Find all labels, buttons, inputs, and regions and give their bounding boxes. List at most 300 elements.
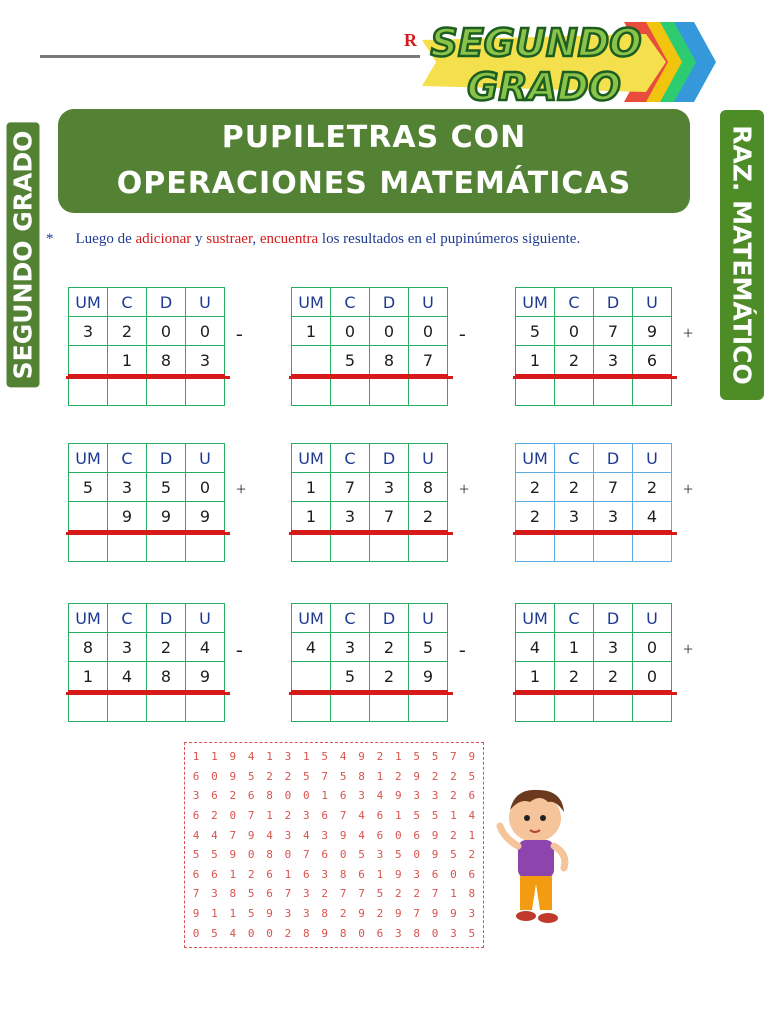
puzzle-digit[interactable]: 5 (211, 848, 218, 862)
answer-cell[interactable] (292, 376, 331, 406)
puzzle-digit[interactable]: 5 (468, 769, 476, 783)
digit-cell: 2 (108, 317, 147, 346)
answer-cell[interactable] (186, 692, 225, 722)
puzzle-row (189, 747, 479, 767)
digit-cell: 5 (69, 473, 108, 502)
answer-cell[interactable] (147, 376, 186, 406)
column-header: U (633, 604, 672, 633)
puzzle-digit[interactable]: 0 (339, 848, 347, 862)
title-line1: PUPILETRAS CON (221, 120, 527, 155)
puzzle-digit[interactable]: 2 (284, 769, 292, 783)
column-header: U (186, 288, 225, 317)
instruction-text-4: los resultados en el pupinúmeros siguiente. (318, 231, 581, 247)
column-header: C (108, 604, 147, 633)
puzzle-digit[interactable]: 6 (266, 867, 273, 881)
instruction-word-adicionar: adicionar (135, 231, 192, 247)
column-header: C (555, 288, 594, 317)
puzzle-digit[interactable]: 2 (450, 769, 457, 783)
operation-grid (515, 287, 672, 406)
puzzle-digit[interactable]: 7 (247, 809, 255, 823)
puzzle-digit[interactable]: 5 (247, 887, 255, 901)
column-header: D (370, 444, 409, 473)
digit-cell: 3 (331, 633, 370, 662)
puzzle-digit[interactable]: 4 (358, 809, 365, 823)
puzzle-digit[interactable]: 5 (211, 926, 218, 940)
column-header: C (108, 444, 147, 473)
puzzle-digit[interactable]: 4 (229, 926, 237, 940)
puzzle-digit[interactable]: 6 (303, 867, 310, 881)
digit-cell: 1 (516, 346, 555, 376)
puzzle-digit[interactable]: 2 (468, 848, 476, 862)
answer-cell[interactable] (409, 376, 448, 406)
column-header: U (409, 604, 448, 633)
digit-cell: 1 (555, 633, 594, 662)
answer-cell[interactable] (69, 532, 108, 562)
puzzle-digit[interactable]: 8 (413, 926, 420, 940)
digit-cell: 2 (633, 473, 672, 502)
puzzle-digit[interactable]: 4 (339, 750, 347, 764)
puzzle-digit[interactable]: 2 (284, 809, 292, 823)
puzzle-digit[interactable]: 7 (450, 750, 457, 764)
puzzle-digit[interactable]: 3 (321, 867, 329, 881)
column-header: UM (516, 288, 555, 317)
puzzle-digit[interactable]: 2 (284, 926, 292, 940)
puzzle-digit[interactable]: 2 (321, 887, 329, 901)
digit-cell: 9 (108, 502, 147, 532)
operation-grid (291, 443, 448, 562)
puzzle-digit[interactable]: 5 (339, 769, 347, 783)
column-header: UM (69, 288, 108, 317)
puzzle-digit[interactable]: 1 (266, 809, 273, 823)
digit-cell: 1 (292, 473, 331, 502)
puzzle-row (189, 845, 479, 865)
puzzle-digit[interactable]: 8 (358, 769, 365, 783)
puzzle-digit[interactable]: 1 (468, 828, 476, 842)
puzzle-digit[interactable]: 2 (450, 828, 457, 842)
puzzle-digit[interactable]: 5 (413, 750, 420, 764)
digit-cell: 4 (292, 633, 331, 662)
operation-result-line (289, 692, 453, 695)
puzzle-row (189, 786, 479, 806)
digit-cell: 3 (594, 346, 633, 376)
puzzle-digit[interactable]: 3 (394, 926, 402, 940)
puzzle-digit[interactable]: 5 (247, 769, 255, 783)
operation-grid (68, 603, 225, 722)
puzzle-digit[interactable]: 6 (192, 867, 200, 881)
answer-cell[interactable] (108, 376, 147, 406)
puzzle-digit[interactable]: 1 (394, 809, 402, 823)
title-line2: OPERACIONES MATEMÁTICAS (116, 166, 632, 201)
puzzle-digit[interactable]: 9 (431, 828, 439, 842)
puzzle-digit[interactable]: 7 (284, 887, 292, 901)
puzzle-digit[interactable]: 9 (229, 750, 237, 764)
puzzle-digit[interactable]: 4 (303, 828, 310, 842)
answer-cell[interactable] (409, 532, 448, 562)
digit-cell: 7 (594, 317, 633, 346)
instruction-text-1: Luego de (75, 231, 136, 247)
answer-cell[interactable] (555, 692, 594, 722)
answer-cell[interactable] (516, 376, 555, 406)
puzzle-digit[interactable]: 9 (229, 769, 237, 783)
puzzle-digit[interactable]: 9 (468, 750, 476, 764)
digit-cell: 4 (186, 633, 225, 662)
digit-cell: 0 (555, 317, 594, 346)
puzzle-digit[interactable]: 1 (229, 907, 237, 921)
answer-cell[interactable] (594, 532, 633, 562)
answer-cell[interactable] (516, 532, 555, 562)
logo-line1: SEGUNDO (430, 21, 642, 65)
puzzle-digit[interactable]: 7 (321, 769, 329, 783)
digit-cell: 2 (555, 473, 594, 502)
answer-cell[interactable] (633, 376, 672, 406)
puzzle-digit[interactable]: 6 (339, 789, 347, 803)
puzzle-digit[interactable]: 6 (358, 867, 365, 881)
digit-cell: 0 (331, 317, 370, 346)
puzzle-digit[interactable]: 4 (358, 828, 365, 842)
digit-cell: 6 (633, 346, 672, 376)
puzzle-digit[interactable]: 9 (431, 848, 439, 862)
puzzle-digit[interactable]: 7 (192, 887, 200, 901)
side-label-left: SEGUNDO GRADO (7, 123, 40, 388)
puzzle-digit[interactable]: 6 (431, 867, 439, 881)
instruction-text-3: , (252, 231, 260, 247)
puzzle-digit[interactable]: 2 (394, 769, 402, 783)
digit-cell (292, 346, 331, 376)
puzzle-digit[interactable]: 6 (321, 809, 329, 823)
puzzle-digit[interactable]: 2 (413, 887, 420, 901)
puzzle-digit[interactable]: 8 (266, 789, 273, 803)
answer-cell[interactable] (186, 376, 225, 406)
puzzle-digit[interactable]: 5 (450, 848, 457, 862)
header-rule (40, 55, 420, 58)
puzzle-digit[interactable]: 5 (247, 907, 255, 921)
puzzle-digit[interactable]: 8 (339, 867, 347, 881)
puzzle-digit[interactable]: 6 (376, 809, 384, 823)
puzzle-digit[interactable]: 3 (303, 887, 310, 901)
puzzle-digit[interactable]: 9 (247, 828, 255, 842)
puzzle-digit[interactable]: 7 (413, 907, 420, 921)
puzzle-digit[interactable]: 8 (321, 907, 329, 921)
column-header: U (186, 444, 225, 473)
puzzle-digit[interactable]: 0 (247, 848, 255, 862)
puzzle-digit[interactable]: 6 (266, 887, 273, 901)
puzzle-digit[interactable]: 9 (394, 907, 402, 921)
side-label-right: RAZ. MATEMÁTICO (727, 125, 757, 385)
digit-cell: 8 (370, 346, 409, 376)
puzzle-digit[interactable]: 1 (321, 789, 329, 803)
answer-cell[interactable] (292, 532, 331, 562)
digit-cell: 2 (516, 502, 555, 532)
digit-cell: 5 (331, 346, 370, 376)
answer-cell[interactable] (69, 692, 108, 722)
instruction-word-encuentra: encuentra (259, 231, 319, 247)
digit-cell: 7 (370, 502, 409, 532)
instruction-word-sustraer: sustraer (206, 231, 253, 247)
puzzle-digit[interactable]: 5 (376, 887, 384, 901)
column-header: UM (69, 444, 108, 473)
puzzle-digit[interactable]: 6 (376, 926, 384, 940)
puzzle-digit[interactable]: 8 (339, 926, 347, 940)
puzzle-digit[interactable]: 0 (431, 926, 439, 940)
answer-cell[interactable] (370, 692, 409, 722)
answer-cell[interactable] (147, 532, 186, 562)
puzzle-digit[interactable]: 1 (284, 867, 292, 881)
puzzle-digit[interactable]: 3 (284, 750, 292, 764)
answer-cell[interactable] (594, 692, 633, 722)
puzzle-digit[interactable]: 9 (431, 907, 439, 921)
puzzle-digit[interactable]: 4 (192, 828, 200, 842)
digit-cell: 3 (108, 473, 147, 502)
puzzle-digit[interactable]: 4 (247, 750, 255, 764)
puzzle-digit[interactable]: 5 (468, 926, 476, 940)
digit-cell: 4 (108, 662, 147, 692)
puzzle-digit[interactable]: 9 (321, 926, 329, 940)
puzzle-digit[interactable]: 6 (192, 769, 200, 783)
answer-cell[interactable] (594, 376, 633, 406)
puzzle-digit[interactable]: 1 (376, 769, 384, 783)
puzzle-digit[interactable]: 5 (321, 750, 329, 764)
puzzle-digit[interactable]: 0 (211, 769, 218, 783)
puzzle-digit[interactable]: 6 (321, 848, 329, 862)
puzzle-digit[interactable]: 6 (468, 867, 476, 881)
puzzle-digit[interactable]: 3 (431, 789, 439, 803)
answer-cell[interactable] (633, 692, 672, 722)
puzzle-digit[interactable]: 3 (284, 907, 292, 921)
puzzle-digit[interactable]: 2 (450, 789, 457, 803)
title-banner (58, 109, 690, 213)
puzzle-digit[interactable]: 7 (339, 809, 347, 823)
puzzle-digit[interactable]: 4 (266, 828, 273, 842)
answer-cell[interactable] (370, 532, 409, 562)
puzzle-digit[interactable]: 9 (266, 907, 273, 921)
answer-cell[interactable] (147, 692, 186, 722)
answer-cell[interactable] (292, 692, 331, 722)
puzzle-digit[interactable]: 1 (192, 750, 200, 764)
operation-result-line (66, 376, 230, 379)
puzzle-digit[interactable]: 6 (247, 789, 255, 803)
puzzle-digit[interactable]: 3 (413, 789, 420, 803)
puzzle-digit[interactable]: 5 (431, 809, 439, 823)
puzzle-digit[interactable]: 9 (358, 750, 365, 764)
column-header: U (409, 444, 448, 473)
digit-cell: 5 (147, 473, 186, 502)
puzzle-digit[interactable]: 2 (394, 887, 402, 901)
puzzle-digit[interactable]: 1 (450, 809, 457, 823)
digit-cell: 0 (186, 473, 225, 502)
puzzle-digit[interactable]: 5 (303, 769, 310, 783)
puzzle-digit[interactable]: 4 (376, 789, 384, 803)
digit-cell: 4 (516, 633, 555, 662)
puzzle-digit[interactable]: 9 (394, 867, 402, 881)
operation-sign: + (683, 323, 694, 343)
puzzle-digit[interactable]: 1 (303, 750, 310, 764)
answer-cell[interactable] (370, 376, 409, 406)
digit-cell: 9 (186, 502, 225, 532)
puzzle-digit[interactable]: 7 (339, 887, 347, 901)
answer-cell[interactable] (331, 692, 370, 722)
digit-cell: 2 (594, 662, 633, 692)
puzzle-digit[interactable]: 3 (321, 828, 329, 842)
puzzle-digit[interactable]: 7 (229, 828, 237, 842)
answer-cell[interactable] (555, 376, 594, 406)
puzzle-digit[interactable]: 1 (450, 887, 457, 901)
puzzle-digit[interactable]: 1 (211, 907, 218, 921)
puzzle-digit[interactable]: 9 (413, 769, 420, 783)
digit-cell (69, 502, 108, 532)
puzzle-digit[interactable]: 5 (413, 809, 420, 823)
puzzle-digit[interactable]: 3 (358, 789, 365, 803)
column-header: C (555, 604, 594, 633)
column-header: UM (69, 604, 108, 633)
puzzle-digit[interactable]: 1 (376, 867, 384, 881)
puzzle-digit[interactable]: 4 (211, 828, 218, 842)
instruction-bullet: * (46, 231, 54, 247)
answer-cell[interactable] (186, 532, 225, 562)
puzzle-digit[interactable]: 4 (468, 809, 476, 823)
segundo-grado-logo (416, 14, 736, 110)
puzzle-digit[interactable]: 0 (284, 789, 292, 803)
column-header: UM (292, 288, 331, 317)
column-header: D (370, 604, 409, 633)
operation-result-line (513, 692, 677, 695)
puzzle-digit[interactable]: 9 (450, 907, 457, 921)
answer-cell[interactable] (108, 692, 147, 722)
digit-cell: 1 (292, 502, 331, 532)
puzzle-digit[interactable]: 9 (229, 848, 237, 862)
puzzle-digit[interactable]: 1 (266, 750, 273, 764)
operation-sign: - (236, 323, 243, 345)
puzzle-digit[interactable]: 5 (431, 750, 439, 764)
digit-cell: 9 (409, 662, 448, 692)
operation-sign: - (459, 323, 466, 345)
puzzle-digit[interactable]: 8 (229, 887, 237, 901)
digit-cell: 3 (555, 502, 594, 532)
puzzle-digit[interactable]: 6 (211, 867, 218, 881)
answer-cell[interactable] (633, 532, 672, 562)
digit-cell: 9 (147, 502, 186, 532)
puzzle-digit[interactable]: 3 (468, 907, 476, 921)
puzzle-digit[interactable]: 2 (376, 907, 384, 921)
puzzle-digit[interactable]: 8 (468, 887, 476, 901)
puzzle-digit[interactable]: 6 (468, 789, 476, 803)
digit-cell: 7 (331, 473, 370, 502)
puzzle-digit[interactable]: 3 (303, 809, 310, 823)
puzzle-digit[interactable]: 0 (229, 809, 237, 823)
column-header: U (633, 444, 672, 473)
digit-cell: 0 (633, 633, 672, 662)
operation-sign: + (683, 479, 694, 499)
digit-cell: 2 (555, 346, 594, 376)
puzzle-digit[interactable]: 6 (413, 828, 420, 842)
puzzle-digit[interactable]: 2 (376, 750, 384, 764)
digit-cell: 0 (370, 317, 409, 346)
puzzle-digit[interactable]: 9 (339, 828, 347, 842)
puzzle-digit[interactable]: 7 (358, 887, 365, 901)
puzzle-digit[interactable]: 3 (284, 828, 292, 842)
puzzle-digit[interactable]: 7 (303, 848, 310, 862)
logo-line2: GRADO (467, 65, 621, 109)
answer-cell[interactable] (331, 532, 370, 562)
column-header: C (331, 444, 370, 473)
puzzle-digit[interactable]: 3 (413, 867, 420, 881)
digit-cell: 8 (409, 473, 448, 502)
puzzle-digit[interactable]: 1 (229, 867, 237, 881)
puzzle-digit[interactable]: 8 (266, 848, 273, 862)
puzzle-digit[interactable]: 0 (266, 926, 273, 940)
answer-cell[interactable] (516, 692, 555, 722)
operation-result-line (66, 692, 230, 695)
puzzle-digit[interactable]: 9 (394, 789, 402, 803)
puzzle-digit[interactable]: 9 (192, 907, 200, 921)
answer-cell[interactable] (331, 376, 370, 406)
puzzle-digit[interactable]: 6 (376, 828, 384, 842)
puzzle-digit[interactable]: 0 (413, 848, 420, 862)
puzzle-digit[interactable]: 0 (192, 926, 200, 940)
digit-cell: 2 (409, 502, 448, 532)
operation-grid (68, 287, 225, 406)
puzzle-digit[interactable]: 0 (284, 848, 292, 862)
operation-result-line (513, 532, 677, 535)
answer-cell[interactable] (409, 692, 448, 722)
answer-cell[interactable] (108, 532, 147, 562)
puzzle-digit[interactable]: 1 (394, 750, 402, 764)
puzzle-digit[interactable]: 2 (229, 789, 237, 803)
operation-result-line (289, 376, 453, 379)
puzzle-digit[interactable]: 0 (450, 867, 457, 881)
puzzle-digit[interactable]: 3 (192, 789, 200, 803)
column-header: U (633, 288, 672, 317)
puzzle-digit[interactable]: 5 (192, 848, 200, 862)
column-header: UM (516, 444, 555, 473)
puzzle-digit[interactable]: 7 (431, 887, 439, 901)
puzzle-digit[interactable]: 0 (358, 926, 365, 940)
puzzle-digit[interactable]: 9 (358, 907, 365, 921)
puzzle-digit[interactable]: 0 (394, 828, 402, 842)
puzzle-digit[interactable]: 3 (303, 907, 310, 921)
puzzle-digit[interactable]: 1 (211, 750, 218, 764)
column-header: D (147, 604, 186, 633)
digit-cell: 1 (292, 317, 331, 346)
operation-result-line (513, 376, 677, 379)
puzzle-digit[interactable]: 3 (211, 887, 218, 901)
puzzle-digit[interactable]: 8 (303, 926, 310, 940)
operation-grid (291, 603, 448, 722)
column-header: D (594, 444, 633, 473)
puzzle-digit[interactable]: 6 (211, 789, 218, 803)
answer-cell[interactable] (555, 532, 594, 562)
puzzle-digit[interactable]: 2 (339, 907, 347, 921)
puzzle-digit[interactable]: 0 (303, 789, 310, 803)
puzzle-digit[interactable]: 5 (358, 848, 365, 862)
puzzle-digit[interactable]: 2 (247, 867, 255, 881)
column-header: D (594, 288, 633, 317)
boy-illustration (490, 780, 590, 930)
puzzle-digit[interactable]: 3 (376, 848, 384, 862)
puzzle-digit[interactable]: 6 (192, 809, 200, 823)
digit-cell: 7 (594, 473, 633, 502)
puzzle-digit[interactable]: 5 (394, 848, 402, 862)
digit-cell: 3 (69, 317, 108, 346)
instruction-text-2: y (191, 231, 207, 247)
puzzle-digit[interactable]: 2 (211, 809, 218, 823)
puzzle-digit[interactable]: 3 (450, 926, 457, 940)
answer-cell[interactable] (69, 376, 108, 406)
column-header: D (147, 444, 186, 473)
puzzle-digit[interactable]: 2 (266, 769, 273, 783)
digit-cell: 8 (69, 633, 108, 662)
puzzle-digit[interactable]: 2 (431, 769, 439, 783)
puzzle-digit[interactable]: 0 (247, 926, 255, 940)
